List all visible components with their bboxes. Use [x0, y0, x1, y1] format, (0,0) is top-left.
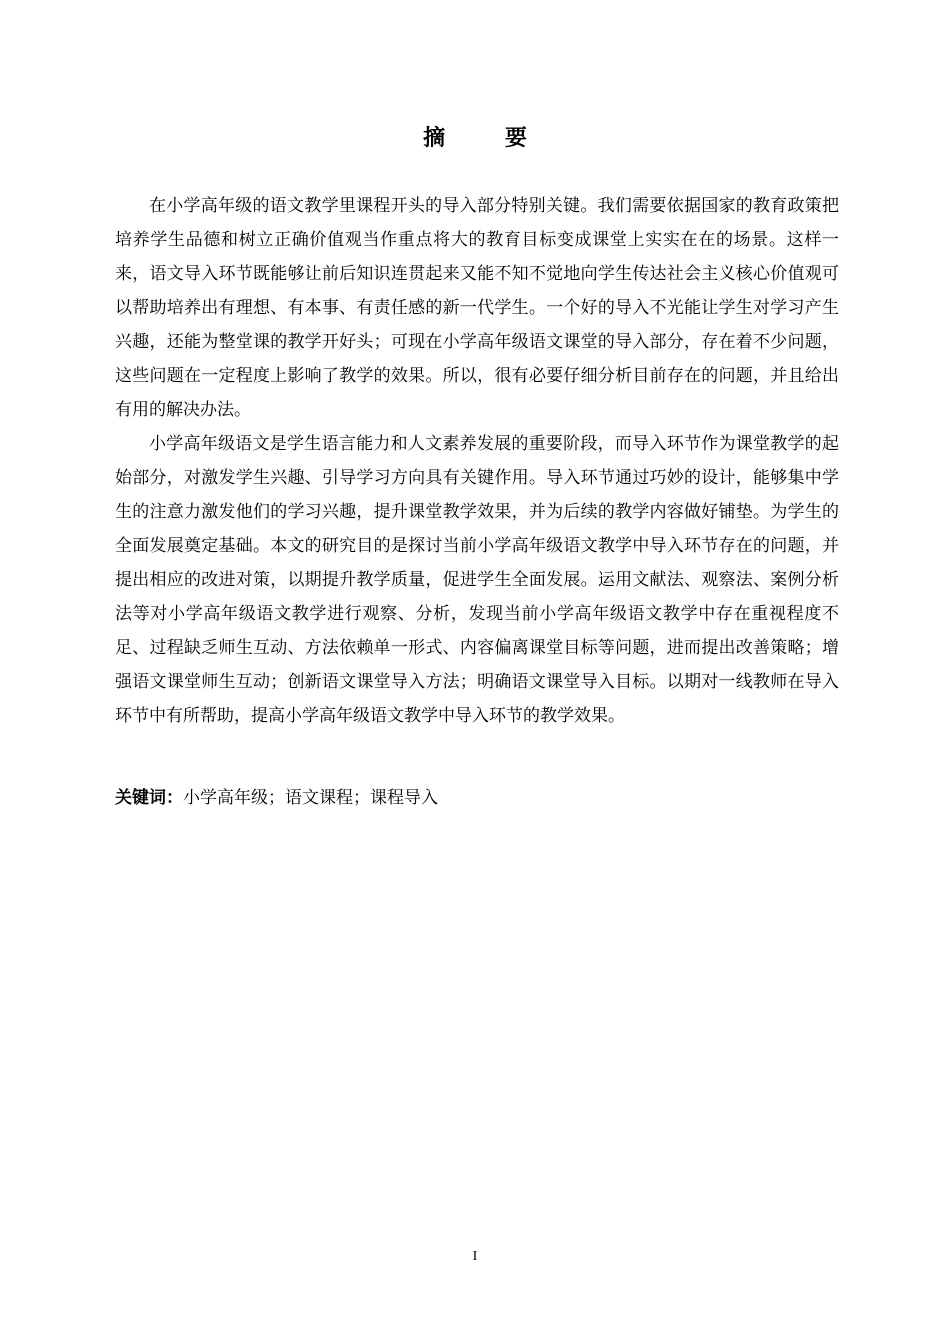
keywords-list: 小学高年级；语文课程；课程导入 [183, 788, 438, 808]
abstract-body [115, 189, 839, 733]
page-number: I [472, 1249, 478, 1264]
page-title: 摘 要 [423, 126, 553, 151]
abstract-paragraph: 小学高年级语文是学生语言能力和人文素养发展的重要阶段，而导入环节作为课堂教学的起始部分，对激发学生兴趣、引导学习方向具有关键作用。导入环节通过巧妙的设计，能够集中学生的注意力激发他们的学习兴趣，提升课堂教学效果，并为后续的教学内容做好铺垫。为学生的全面发展奠定基础。本文的研究目的是探讨当前小学高年级语文教学中导入环节存在的问题，并提出相应的改进对策，以期提升教学质量，促进学生全面发展。运用文献法、观察法、案例分析法等对小学高年级语文教学进行观察、分析，发现当前小学高年级语文教学中存在重视程度不足、过程缺乏师生互动、方法依赖单一形式、内容偏离课堂目标等问题，进而提出改善策略；增强语文课堂师生互动；创新语文课堂导入方法；明确语文课堂导入目标。以期对一线教师在导入环节中有所帮助，提高小学高年级语文教学中导入环节的教学效果。 [115, 434, 839, 726]
keywords-line [115, 784, 839, 812]
abstract-paragraph: 在小学高年级的语文教学里课程开头的导入部分特别关键。我们需要依据国家的教育政策把培养学生品德和树立正确价值观当作重点将大的教育目标变成课堂上实实在在的场景。这样一来，语文导入环节既能够让前后知识连贯起来又能不知不觉地向学生传达社会主义核心价值观可以帮助培养出有理想、有本事、有责任感的新一代学生。一个好的导入不光能让学生对学习产生兴趣，还能为整堂课的教学开好头；可现在小学高年级语文课堂的导入部分，存在着不少问题，这些问题在一定程度上影响了教学的效果。所以，很有必要仔细分析目前存在的问题，并且给出有用的解决办法。 [115, 196, 839, 420]
keywords-label: 关键词： [115, 788, 183, 808]
